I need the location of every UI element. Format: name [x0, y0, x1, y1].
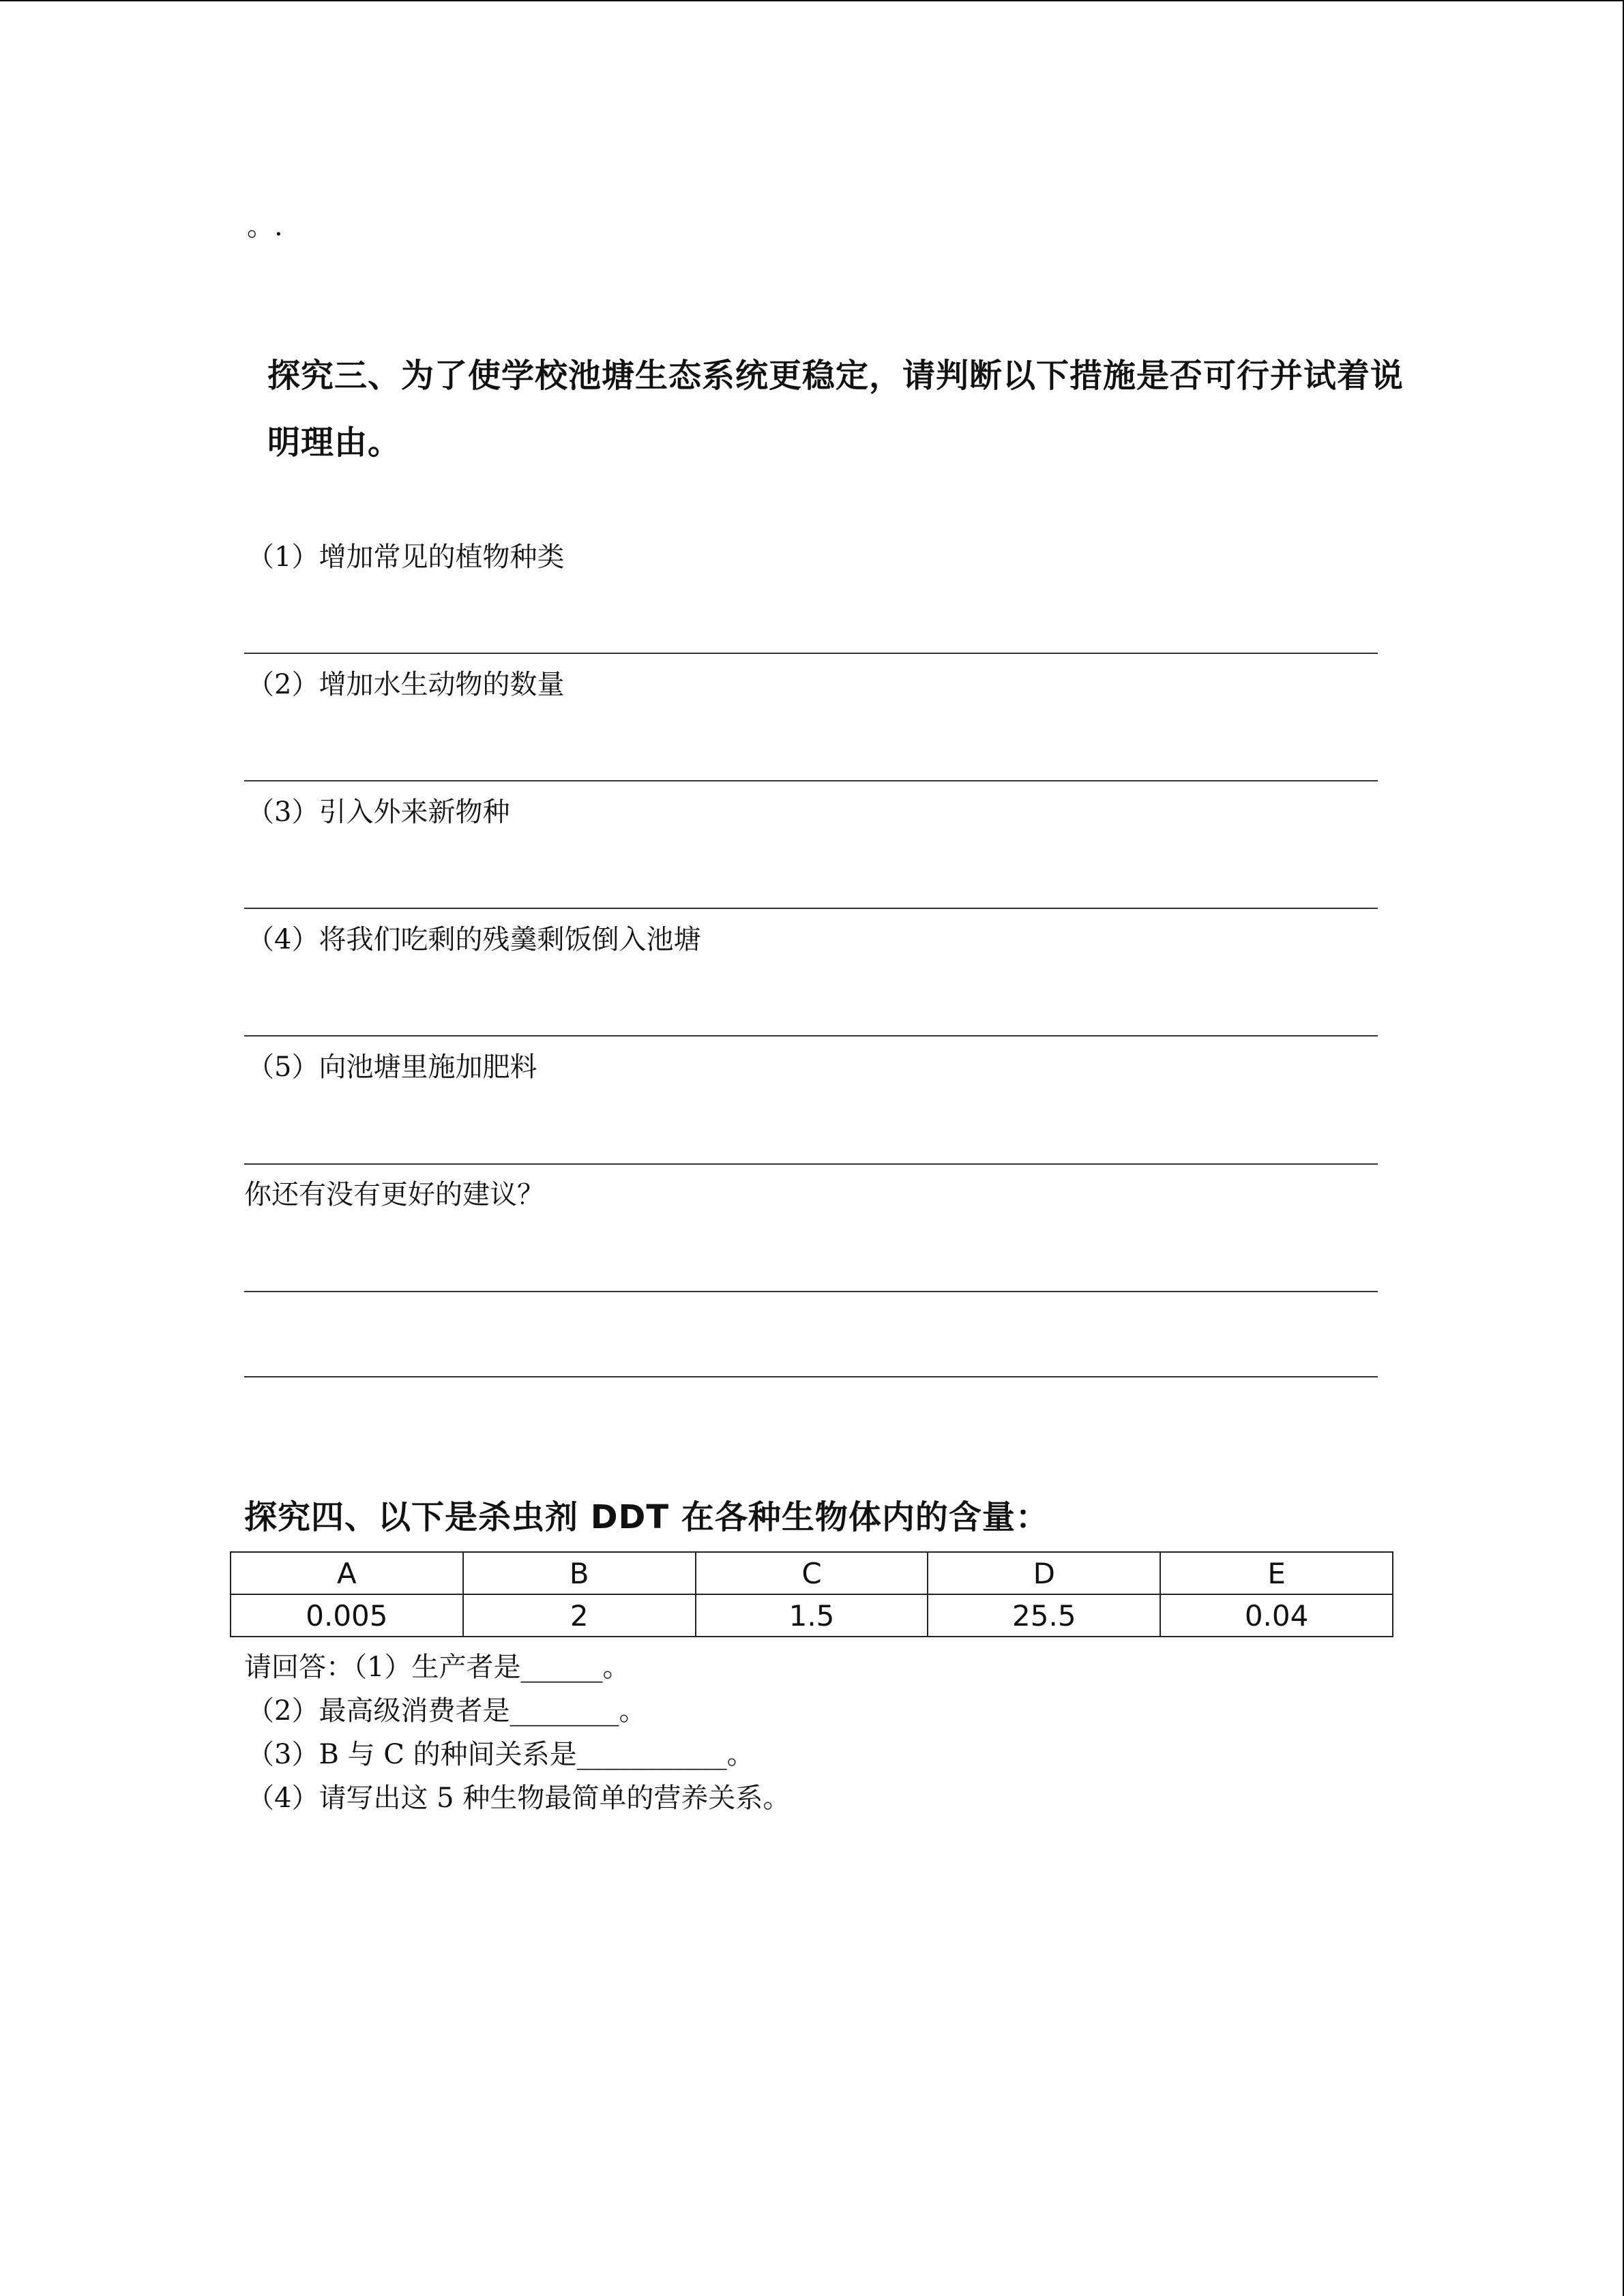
- inquiry3-title-line2: 明理由。: [267, 423, 402, 462]
- answer-line-1[interactable]: [244, 653, 1378, 654]
- table-header-cell-a: A: [231, 1552, 463, 1594]
- inquiry4-question-1: 请回答：（1）生产者是______。: [244, 1652, 630, 1683]
- table-value-cell-d: 25.5: [928, 1594, 1160, 1637]
- table-header-cell-d: D: [928, 1552, 1160, 1594]
- answer-line-5[interactable]: [244, 1163, 1378, 1165]
- inquiry3-item-5: （5）向池塘里施加肥料: [247, 1052, 537, 1083]
- inquiry3-title-line1: 探究三、为了使学校池塘生态系统更稳定，请判断以下措施是否可行并试着说: [267, 357, 1404, 395]
- inquiry3-item-4: （4）将我们吃剩的残羹剩饭倒入池塘: [247, 924, 701, 955]
- table-value-row: [231, 1594, 1393, 1637]
- answer-line-7[interactable]: [244, 1376, 1378, 1377]
- inquiry3-item-1: （1）增加常见的植物种类: [247, 541, 565, 573]
- inquiry4-question-3: （3）B 与 C 的种间关系是___________。: [247, 1739, 754, 1770]
- table-value-cell-a: 0.005: [231, 1594, 463, 1637]
- inquiry3-item-3: （3）引入外来新物种: [247, 796, 510, 828]
- table-value-cell-c: 1.5: [696, 1594, 928, 1637]
- table-header-cell-e: E: [1160, 1552, 1393, 1594]
- ddt-content-table: [230, 1551, 1393, 1637]
- answer-line-6[interactable]: [244, 1291, 1378, 1292]
- answer-line-3[interactable]: [244, 908, 1378, 909]
- table-header-cell-b: B: [463, 1552, 696, 1594]
- table-header-cell-c: C: [696, 1552, 928, 1594]
- table-value-cell-b: 2: [463, 1594, 696, 1637]
- page-top-border: [0, 0, 1624, 1]
- leftover-fragment: 。.: [247, 211, 283, 242]
- inquiry4-question-2: （2）最高级消费者是________。: [247, 1695, 647, 1727]
- answer-line-4[interactable]: [244, 1035, 1378, 1037]
- table-value-cell-e: 0.04: [1160, 1594, 1393, 1637]
- answer-line-2[interactable]: [244, 780, 1378, 781]
- inquiry4-question-4: （4）请写出这 5 种生物最简单的营养关系。: [247, 1783, 791, 1814]
- table-header-row: [231, 1552, 1393, 1594]
- inquiry4-title: 探究四、以下是杀虫剂 DDT 在各种生物体内的含量：: [244, 1498, 1049, 1536]
- inquiry3-extra-question: 你还有没有更好的建议？: [244, 1179, 544, 1210]
- inquiry3-item-2: （2）增加水生动物的数量: [247, 669, 565, 700]
